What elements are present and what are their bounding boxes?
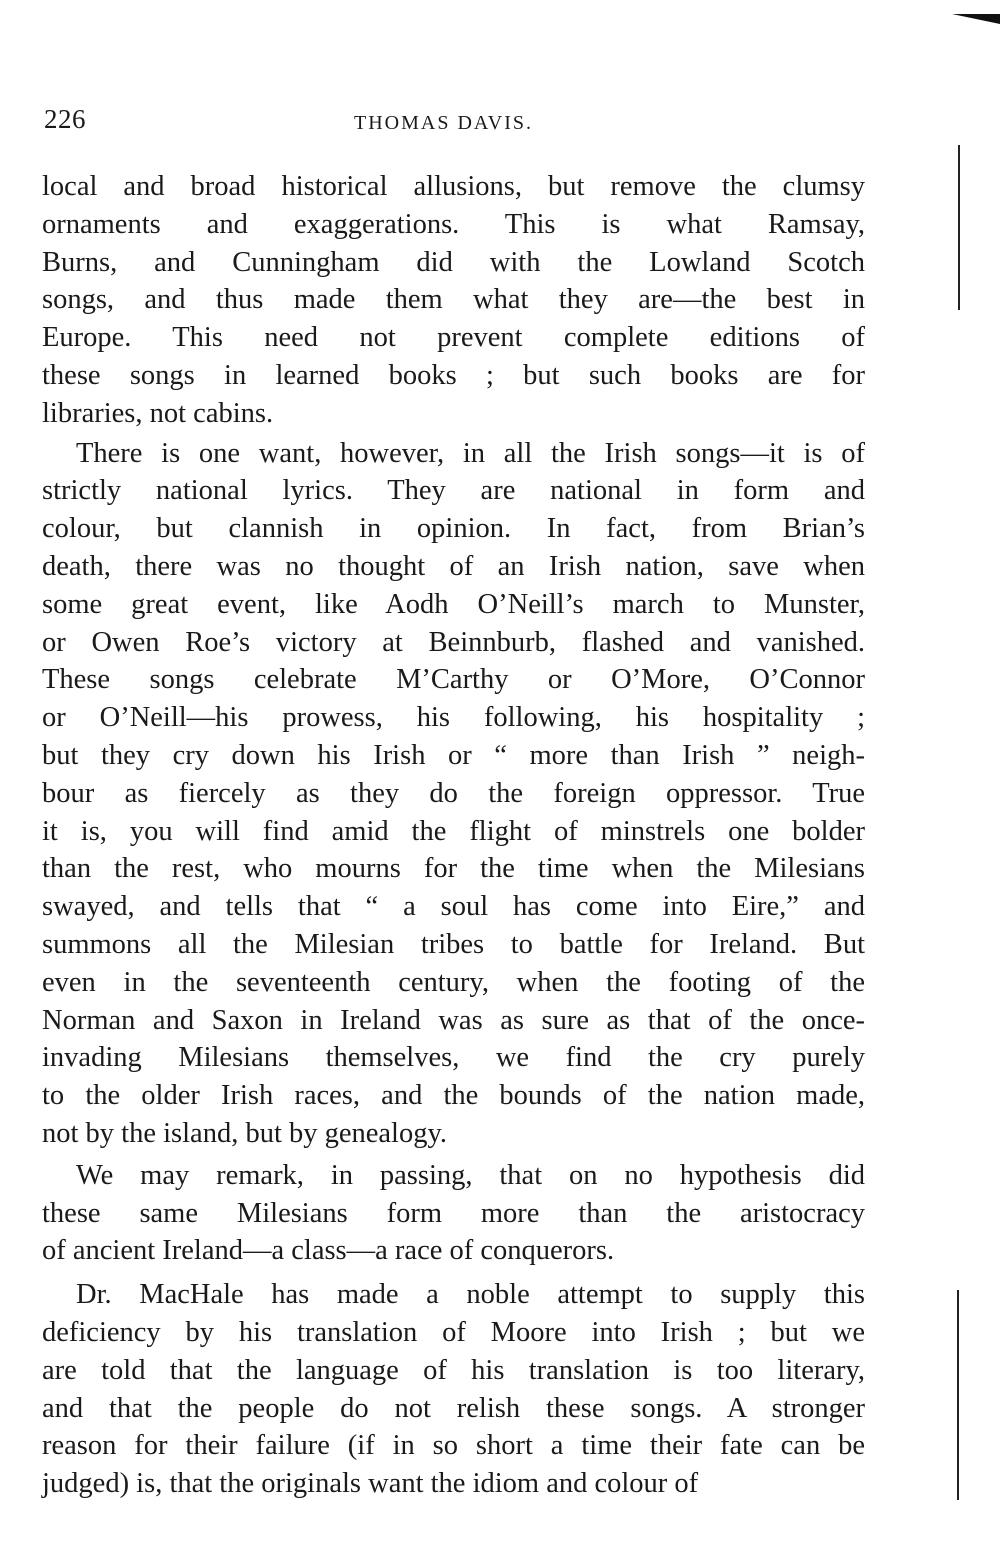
text-line: reason for their failure (if in so short a time their fate can be (42, 1430, 865, 1462)
text-line: of ancient Ireland—a class—a race of conquerors. (42, 1235, 615, 1267)
paragraph (42, 435, 865, 1153)
text-line: or O’Neill—his prowess, his following, his hospitality ; (42, 702, 865, 734)
text-line: but they cry down his Irish or “ more than Irish ” neigh- (42, 739, 865, 771)
paragraph (42, 168, 865, 433)
text-line: to the older Irish races, and the bounds of the nation made, (42, 1080, 865, 1112)
text-line: judged) is, that the originals want the idiom and colour of (42, 1468, 699, 1500)
paragraph (42, 1157, 865, 1270)
text-line: death, there was no thought of an Irish nation, save when (42, 550, 865, 582)
text-line: invading Milesians themselves, we find the cry purely (42, 1042, 865, 1074)
corner-mark-icon (952, 14, 1000, 24)
text-line: strictly national lyrics. They are national in form and (42, 475, 865, 507)
text-line: There is one want, however, in all the Irish songs—it is of (76, 437, 865, 469)
text-line: these same Milesians form more than the aristocracy (42, 1197, 865, 1229)
margin-line (958, 145, 960, 310)
text-line: Burns, and Cunningham did with the Lowland Scotch (42, 246, 865, 278)
text-line: These songs celebrate M’Carthy or O’More, O’Connor (42, 664, 865, 696)
text-line: Norman and Saxon in Ireland was as sure as that of the once- (42, 1004, 865, 1036)
text-line: local and broad historical allusions, but remove the clumsy (42, 171, 865, 202)
text-line: and that the people do not relish these songs. A stronger (42, 1392, 865, 1424)
text-line: swayed, and tells that “ a soul has come into Eire,” and (42, 891, 865, 923)
text-line: not by the island, but by genealogy. (42, 1117, 447, 1149)
page-number: 226 (44, 104, 86, 134)
text-line: colour, but clannish in opinion. In fact, from Brian’s (42, 513, 865, 545)
text-line: libraries, not cabins. (42, 397, 274, 429)
running-head: THOMAS DAVIS. (354, 112, 533, 134)
text-line: Europe. This need not prevent complete editions of (42, 322, 865, 354)
text-line: even in the seventeenth century, when the footing of the (42, 966, 865, 998)
paragraph (42, 1276, 865, 1503)
text-line: ornaments and exaggerations. This is what Ramsay, (42, 208, 865, 240)
text-line: these songs in learned books ; but such books are for (42, 359, 865, 391)
text-line: We may remark, in passing, that on no hypothesis did (76, 1159, 865, 1191)
page-header (44, 100, 864, 140)
text-line: or Owen Roe’s victory at Beinnburb, flashed and vanished. (42, 626, 865, 658)
body-text (42, 168, 865, 1503)
text-line: summons all the Milesian tribes to battle for Ireland. But (42, 928, 865, 960)
text-line: than the rest, who mourns for the time when the Milesians (42, 853, 865, 885)
text-line: it is, you will find amid the flight of minstrels one bolder (42, 815, 865, 847)
text-line: Dr. MacHale has made a noble attempt to supply this (76, 1279, 865, 1311)
margin-line (957, 1290, 959, 1500)
text-line: some great event, like Aodh O’Neill’s march to Munster, (42, 588, 865, 620)
text-line: deficiency by his translation of Moore into Irish ; but we (42, 1316, 865, 1348)
text-line: are told that the language of his translation is too literary, (42, 1354, 865, 1386)
text-line: songs, and thus made them what they are—the best in (42, 284, 865, 316)
text-line: bour as fiercely as they do the foreign oppressor. True (42, 777, 865, 809)
